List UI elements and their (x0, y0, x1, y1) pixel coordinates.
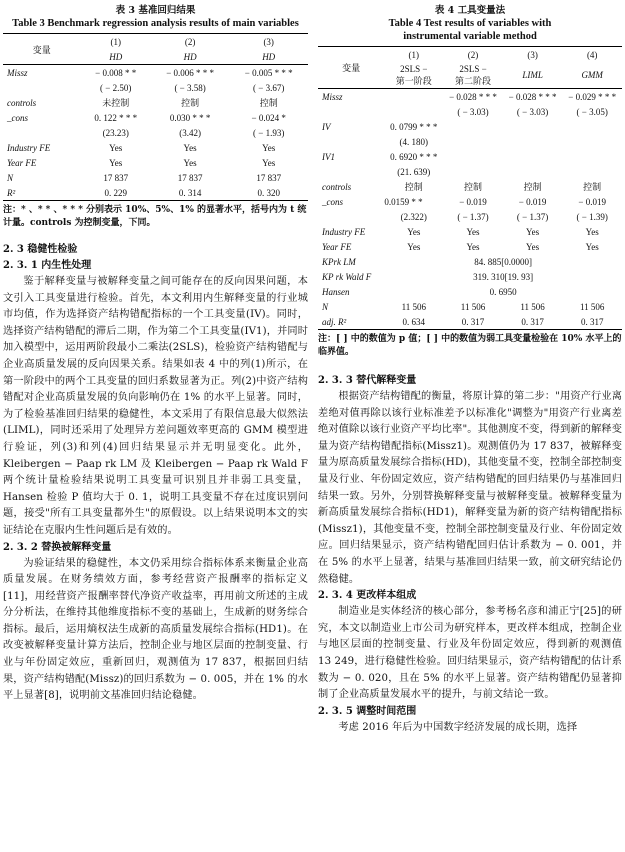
paragraph-replace-explanatory: 根据资产结构错配的衡量，将原计算的第二步："用资产行业离差绝对值再除以该行业标准差予以标准化"调整为"用资产行业离差绝对值除以该行业资产平均比率"。其他测度不变，得到新的解释变量为资产结构错配指标(Missz1)。观测值仍为 17 837，被解释变量为原高质量发展综合指标(HD)，其他变量不变，控制全部控制变量及行业、年份固定效应，资产结构错配的回归结果仍与基准回归结果一致。另外，分别替换解释变量与被解释变量。被解释变量为新高质量发展综合指标(HD1)，解释变量为新的资产结构错配指标(Missz1)，其他变量不变，控制全部控制变量及行业、年份固定效应。回归结果显示，资产结构错配回归估计系数为 − 0. 001，并在 5% 的水平上显著，结果与基准回归结果一致，前文研究结论仍然稳健。 (318, 391, 622, 585)
table3 (3, 33, 308, 201)
right-column (318, 0, 622, 736)
table4 (318, 46, 622, 330)
table-cell: − 0.006 * * * (166, 67, 215, 78)
table-cell: Yes (407, 241, 421, 252)
table-row (3, 95, 308, 110)
table-row (318, 299, 622, 314)
row-label (3, 125, 81, 140)
table-cell: Yes (585, 241, 599, 252)
table-cell (562, 134, 622, 149)
table-cell: 0. 314 (151, 185, 230, 201)
row-span-value: 84. 885[0.0000] (474, 256, 533, 267)
table-cell: ( − 2.50) (100, 82, 132, 93)
table-row (3, 185, 308, 201)
table4-note: 注：[ ] 中的数值为 p 值；[ ] 中的数值为弱工具变量检验在 10% 水平上的临界值。 (318, 334, 622, 357)
header-col-model: HD (229, 49, 308, 65)
row-label (3, 80, 81, 95)
table-cell (562, 164, 622, 179)
table-row (3, 170, 308, 185)
table-cell (443, 134, 503, 149)
table-cell (443, 164, 503, 179)
section-heading-2-3: 2. 3 稳健性检验 (3, 244, 78, 255)
table-cell: 控制 (404, 182, 423, 192)
table-row (3, 110, 308, 125)
paragraph-time-range: 考虑 2016 年后为中国数字经济发展的成长期，选择 (338, 721, 578, 733)
table-cell: 0. 0799 * * * (390, 121, 438, 132)
table-cell (384, 104, 443, 119)
row-label: Missz (7, 67, 28, 78)
table-row (3, 80, 308, 95)
table-row (318, 104, 622, 119)
header-col-number: (2) (151, 34, 230, 50)
table-cell: − 0.019 (518, 196, 547, 207)
table-row (318, 224, 622, 239)
header-col-model: HD (81, 49, 151, 65)
header-col-number: (4) (562, 47, 622, 63)
row-label (318, 209, 384, 224)
table-cell: (4. 180) (399, 136, 429, 147)
table-row (318, 284, 622, 299)
table-cell: ( − 3.58) (174, 82, 206, 93)
table-row (318, 149, 622, 164)
table-row (318, 254, 622, 269)
table-cell: − 0.019 (578, 196, 606, 207)
table-cell: 11 506 (579, 301, 605, 312)
row-label: KP rk Wald F (322, 271, 372, 282)
header-col-number: (1) (81, 34, 151, 50)
table-row (318, 89, 622, 105)
table4-title-en-1: Table 4 Test results of variables with (388, 18, 552, 29)
table-cell: Yes (466, 226, 480, 237)
row-label: N (7, 172, 14, 183)
table-row (318, 239, 622, 254)
table-row (3, 140, 308, 155)
header-col-number: (3) (229, 34, 308, 50)
table-row (318, 194, 622, 209)
table-cell: − 0.029 * * * (568, 91, 617, 102)
table-header-row (3, 34, 308, 50)
header-col-model: HD (151, 49, 230, 65)
row-label (318, 164, 384, 179)
paragraph-sample-change: 制造业是实体经济的核心部分，参考杨名彦和浦正宁[25]的研究，本文以制造业上市公司为研究样本，更改样本组成，控制企业与地区层面的控制变量、行业及年份固定效应，得到新的观测值 13 249，进行稳健性检验。回归结果显示，资产结构错配的估计系数为 − 0. 020，且在 5% 的水平上显著。资产结构错配仍显著抑制了企业高质量发展水平的提升，与前文结论一致。 (318, 606, 622, 701)
table4-title-en-2: instrumental variable method (403, 31, 537, 42)
row-label: controls (322, 181, 352, 192)
table-cell: 0.030 * * * (169, 112, 211, 123)
table-cell: 17 837 (103, 172, 129, 183)
row-label: R² (3, 185, 81, 201)
table-cell: 0. 122 * * * (94, 112, 138, 123)
table-cell: 0. 6920 * * * (390, 151, 438, 162)
row-label: Missz (322, 91, 343, 102)
table-header-row (318, 47, 622, 63)
header-var-label: 变量 (3, 34, 81, 65)
section-heading-2-3-3: 2. 3. 3 替代解释变量 (318, 375, 417, 386)
table-cell: Yes (262, 142, 276, 153)
table-cell: 17 837 (177, 172, 203, 183)
row-label: _cons (322, 196, 343, 207)
header-col-number: (2) (443, 47, 503, 63)
table3-note: 注：* 、* * 、* * * 分别表示 10%、5%、1% 的显著水平，括号内为 t 统计量。controls 为控制变量，下同。 (3, 205, 307, 228)
table-cell: 控制 (464, 182, 483, 192)
table-row (318, 119, 622, 134)
section-heading-2-3-1: 2. 3. 1 内生性处理 (3, 260, 92, 271)
table-cell: Yes (183, 142, 197, 153)
table-cell: − 0.019 (459, 196, 487, 207)
table-cell: Yes (262, 157, 276, 168)
table-row (318, 134, 622, 149)
header-col-model: LIML (503, 62, 563, 89)
table-row (3, 65, 308, 81)
table4-caption (318, 4, 622, 43)
left-column (3, 0, 308, 705)
header-col-model: 2SLS − 第一阶段 (384, 62, 443, 89)
table-cell: 控制 (583, 182, 602, 192)
table-cell: 未控制 (102, 98, 130, 108)
section-heading-2-3-4: 2. 3. 4 更改样本组成 (318, 590, 417, 602)
row-label: Year FE (7, 157, 37, 168)
row-label: IV1 (322, 151, 335, 162)
section-heading-2-3-5: 2. 3. 5 调整时间范围 (318, 705, 417, 717)
row-label (318, 134, 384, 149)
table-cell: ( − 1.37) (516, 211, 549, 222)
row-label: _cons (7, 112, 28, 123)
table-row (318, 269, 622, 284)
table-cell: ( − 3.67) (253, 82, 285, 93)
section-heading-2-3-2: 2. 3. 2 替换被解释变量 (3, 541, 112, 553)
table-cell: 11 506 (520, 301, 545, 312)
table-cell: ( − 1.93) (253, 127, 285, 138)
row-span-value: 0. 6950 (489, 286, 517, 297)
table-cell: Yes (183, 157, 197, 168)
table-cell: 11 506 (460, 301, 486, 312)
table-cell: − 0.024 * (251, 112, 286, 123)
table-cell: ( − 1.37) (457, 211, 489, 222)
table-cell: (23.23) (102, 127, 129, 138)
table-cell (503, 164, 563, 179)
table-row (318, 164, 622, 179)
row-label: KPrk LM (322, 256, 356, 267)
row-label: N (322, 301, 329, 312)
row-label: IV (322, 121, 331, 132)
table-cell (562, 149, 622, 164)
table-cell: 0. 634 (384, 314, 443, 330)
table-cell: 控制 (259, 98, 278, 108)
table-cell (562, 119, 622, 134)
table-cell: Yes (466, 241, 480, 252)
table-cell: 0.0159 * * (384, 196, 423, 207)
row-label: controls (7, 97, 37, 108)
table-cell (503, 149, 563, 164)
row-label: Hansen (322, 286, 350, 297)
table3-caption (3, 4, 308, 30)
header-col-model: GMM (562, 62, 622, 89)
row-label: Industry FE (7, 142, 51, 153)
table-cell: Yes (109, 142, 123, 153)
table-cell: ( − 3.03) (516, 106, 549, 117)
table-cell: ( − 1.39) (576, 211, 608, 222)
table-cell: 17 837 (256, 172, 282, 183)
table-cell: − 0.028 * * * (508, 91, 557, 102)
table-row (318, 209, 622, 224)
row-label (318, 104, 384, 119)
table-cell: Yes (109, 157, 123, 168)
table-cell: (3.42) (179, 127, 201, 138)
table-cell: − 0.005 * * * (244, 67, 293, 78)
header-col-model: 2SLS − 第二阶段 (443, 62, 503, 89)
table-cell: Yes (526, 241, 540, 252)
table3-title-en: Table 3 Benchmark regression analysis results of main variables (12, 18, 299, 29)
table-cell: 控制 (181, 98, 200, 108)
table-row (318, 314, 622, 330)
row-span-value: 319. 310[19. 93] (473, 271, 534, 282)
table-cell (503, 119, 563, 134)
table-cell: − 0.028 * * * (449, 91, 497, 102)
table-cell: 0. 317 (443, 314, 503, 330)
table4-title-cn: 表 4 工具变量法 (434, 5, 506, 16)
table-cell: 0. 320 (229, 185, 308, 201)
table-row (3, 125, 308, 140)
table-cell (384, 89, 443, 105)
table-cell: 0. 317 (562, 314, 622, 330)
table3-title-cn: 表 3 基准回归结果 (115, 5, 196, 16)
table-cell: Yes (526, 226, 540, 237)
header-var-label: 变量 (318, 47, 384, 89)
table-cell: 控制 (523, 182, 542, 192)
row-label: Year FE (322, 241, 352, 252)
table-cell: 0. 229 (81, 185, 151, 201)
table-cell (443, 149, 503, 164)
table-cell: 11 506 (401, 301, 426, 312)
header-col-number: (1) (384, 47, 443, 63)
table-cell: Yes (585, 226, 599, 237)
row-label: Industry FE (322, 226, 366, 237)
row-label: adj. R² (318, 314, 384, 330)
table-cell: (21. 639) (397, 166, 431, 177)
table-cell: 0. 317 (503, 314, 563, 330)
header-col-number: (3) (503, 47, 563, 63)
table-cell: ( − 3.05) (576, 106, 608, 117)
table-cell (443, 119, 503, 134)
table-cell: − 0.008 * * (95, 67, 137, 78)
table-cell (503, 134, 563, 149)
table-row (318, 179, 622, 194)
table-cell: Yes (407, 226, 421, 237)
paragraph-replace-dependent: 为验证结果的稳健性，本文仍采用综合指标体系来衡量企业高质量发展。在财务绩效方面，参考经营资产报酬率的指标定义[11]，用经营资产报酬率替代净资产收益率，再用前文所述的主成分分析法，在维持其他维度指标不变的基础上，生成新的财务综合指标。最后，运用熵权法生成新的高质量发展综合指标(HD1)。在改变被解释变量计算方法后，控制企业与地区层面的控制变量、行业与年份固定效应，重新回归，观测值为 17 837，根据回归结果，资产结构错配(Missz)的回归系数为 − 0. 005，并在 1% 的水平上显著[8]，说明前文基准回归结论稳健。 (3, 557, 308, 702)
paragraph-endogeneity: 鉴于解释变量与被解释变量之间可能存在的反向因果问题，本文引入工具变量进行检验。首先，本文利用内生解释变量的行业城市均值，作为选择资产结构错配指标的一个工具变量(IV)。同时，选择资产结构错配的滞后二期，作为第二个工具变量(IV1)，并同时加入模型中，运用两阶段最小二乘法(2SLS)，检验资产结构错配与企业高质量发展的反向因果关系。结果如表 4 中的列(1)所示，在第一阶段中的两个工具变量的回归系数显著为正。列(2)中资产结构错配对企业高质量发展的负向影响仍在 1% 的水平上显著。同时，为了检验基准回归结果的稳健性，本文采用了有限信息最大似然法(LIML)，同时还采用了处理异方差问题效率更高的 GMM 模型进行验证，列(3)和列(4)回归结果显示并无明显变化。此外，Kleibergen − Paap rk LM 及 Kleibergen − Paap rk Wald F 两个统计量检验结果说明工具变量可识别且并非弱工具变量，Hansen 检验 P 值均大于 0. 1，说明工具变量不存在过度识别问题，接受"所有工具变量都外生"的原假设。以上结果说明本文的实证结论在克服内生性问题后是有效的。 (3, 276, 308, 536)
table-cell: (2.322) (400, 211, 427, 222)
table-cell: ( − 3.03) (457, 106, 489, 117)
table-row (3, 155, 308, 170)
